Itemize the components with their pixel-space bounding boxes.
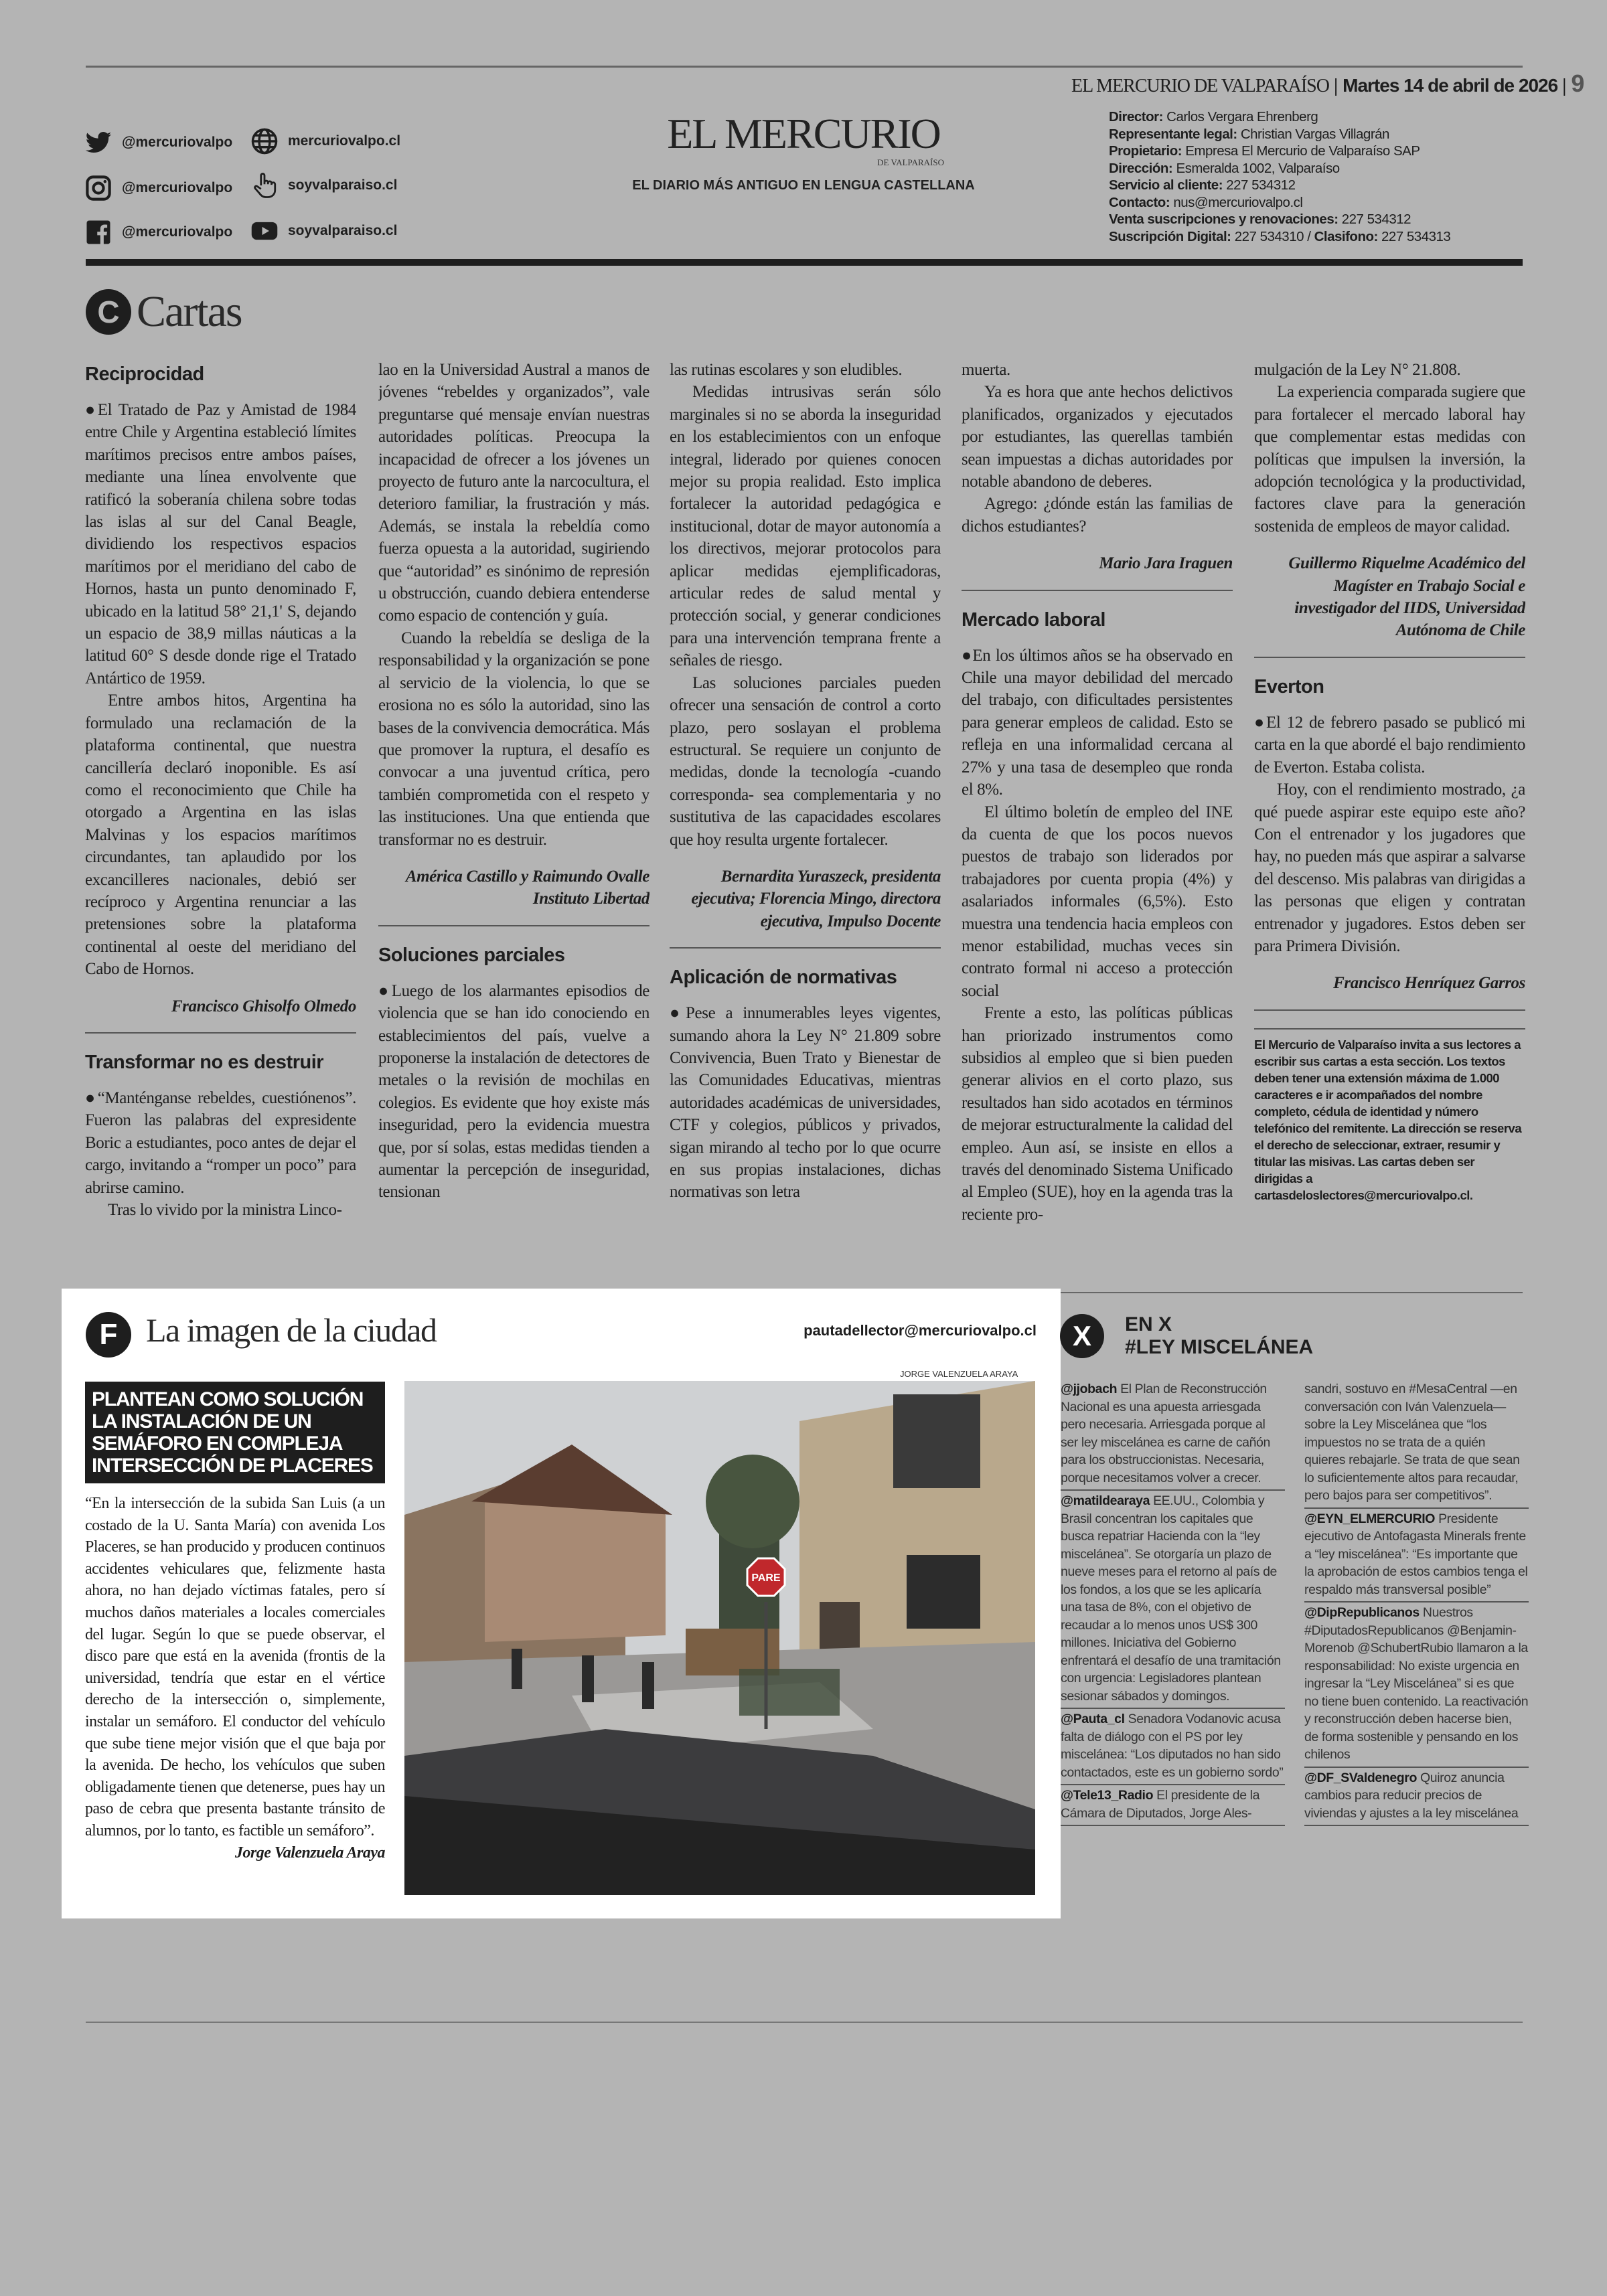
tweet-handle-link[interactable]: @Tele13_Radio: [1061, 1788, 1154, 1803]
tweet: [1304, 1379, 1529, 1509]
staff-value: Christian Vargas Villagrán: [1237, 126, 1389, 142]
en-x-title: [1125, 1313, 1313, 1359]
letter-paragraph: Tras lo vivido por la ministra Linco-: [108, 1201, 342, 1219]
section-title: Cartas: [137, 287, 242, 336]
social-label: soyvalparaiso.cl: [288, 177, 398, 193]
tweet-handle-link[interactable]: @DF_SValdenegro: [1304, 1770, 1417, 1785]
tweet-handle-link[interactable]: @DipRepublicanos: [1304, 1605, 1420, 1620]
tweet-handle-link[interactable]: @EYN_ELMERCURIO: [1304, 1511, 1436, 1526]
staff-value: nus@mercuriovalpo.cl: [1170, 194, 1303, 210]
letters-column-4: [962, 359, 1233, 1283]
letter-paragraph: muerta.: [962, 361, 1010, 379]
staff-line: [1109, 228, 1450, 246]
letter-paragraph: lao en la Universidad Austral a manos de jóvenes “rebeldes y organizados”, vale preguntarse qué mensaje envían nuestras autoridades políticas. Preocupa la incapacidad de ofrecer a los jóvenes un proyecto de futuro ante la narcocultura, el deterioro familiar, la frustración y más. Además, se instala la rebeldía como fuerza opuesta a la autoridad, sugiriendo que “autoridad” es sinónimo de represión u obstrucción, cuando debiera entenderse como espacio de contención y guía.: [378, 361, 649, 625]
staff-label: Servicio al cliente:: [1109, 177, 1223, 193]
city-image-story: [85, 1382, 385, 1864]
letter-paragraph: La experiencia comparada sugiere que para fortalecer el mercado laboral hay que complementar estas medidas con políticas que impulsen la inversión, la adopción tecnológica y la productividad, factores clave para la generación sostenida de empleos de mayor calidad.: [1254, 383, 1525, 536]
city-image-quote: [85, 1493, 385, 1864]
social-facebook[interactable]: [84, 218, 232, 246]
staff-label: Representante legal:: [1109, 126, 1237, 142]
tweet-handle-link[interactable]: @jjobach: [1061, 1382, 1118, 1396]
social-label: @mercuriovalpo: [122, 180, 233, 195]
letter-signature: Bernardita Yuraszeck, presidenta ejecutiva; Florencia Mingo, directora ejecutiva, Impulso Docente: [670, 866, 941, 949]
staff-line: [1109, 143, 1450, 160]
tweet: [1061, 1785, 1285, 1826]
instagram-icon: [84, 174, 112, 202]
letter-heading: Transformar no es destruir: [85, 1051, 324, 1073]
letter-paragraph: Medidas intrusivas serán sólo marginales si no se aborda la inseguridad en los establecimientos con un enfoque integral, liderado por quienes conocen mejor su propia realidad. Esto implica fortalecer la autoridad pedagógica e institucional, dotar de mayor autonomía a los directivos, mejorar protocolos para aplicar medidas ejemplificadoras, articular redes de salud mental y protección social, y generar condiciones para una intervención temprana frente a señales de riesgo.: [670, 383, 941, 670]
dateline: EL MERCURIO DE VALPARAÍSO | Martes 14 de abril de 2026 | 9: [1071, 70, 1585, 97]
letter-paragraph: mulgación de la Ley N° 21.808.: [1254, 361, 1461, 379]
tweet-text: sandri, sostuvo en #MesaCentral —en conversación con Iván Valenzuela— sobre la Ley Miscelánea que “los impuestos no se trata de a quién quieres rebajarle. Se trata de que sean lo suficientemente altos para recaudar, pero bajos para ser competitivos”.: [1304, 1382, 1520, 1503]
quote-text: “En la intersección de la subida San Luis (a un costado de la U. Santa María) con avenida Los Placeres, se han producido y producen continuos accidentes vehiculares que, felizmente hasta ahora, no han dejado víctimas fatales, pero sí muchos daños materiales a locales comerciales del lugar. Según lo que se puede observar, el disco pare que está en la avenida (frontis de la universidad, tendría que estar en el vértice derecho de la intersección o, simplemente, instalar un semáforo. El conductor del vehículo que sube tiene mejor visión que el que baja por la avenida. De hecho, los vehículos que suben obligadamente tienen que detenerse, pues hay un paso de cebra que presenta bastante tránsito de alumnos, por lo tanto, es factible un semáforo”.: [85, 1495, 385, 1839]
bottom-rule: [86, 2022, 1523, 2023]
city-image-email-link[interactable]: pautadellector@mercuriovalpo.cl: [804, 1322, 1037, 1339]
city-image-title: La imagen de la ciudad: [146, 1311, 437, 1349]
letter-heading: Reciprocidad: [85, 363, 204, 385]
letter-paragraph: ●“Manténganse rebeldes, cuestiónenos”. Fueron las palabras del expresidente Boric a estudiantes, poco antes de dejar el cargo, invitando a “romper un poco” para abrirse camino.: [85, 1088, 356, 1197]
tweet: [1061, 1379, 1285, 1491]
tweet-handle-link[interactable]: @Pauta_cl: [1061, 1712, 1125, 1726]
staff-line: [1109, 211, 1450, 228]
letter-heading: Everton: [1254, 675, 1324, 698]
social-label: mercuriovalpo.cl: [288, 133, 401, 149]
staff-line: [1109, 160, 1450, 177]
tweet: [1304, 1509, 1529, 1603]
social-label: @mercuriovalpo: [122, 135, 233, 150]
staff-label: Suscripción Digital:: [1109, 228, 1231, 244]
letter-heading: Aplicación de normativas: [670, 967, 897, 989]
social-twitter[interactable]: [84, 129, 232, 157]
tweets-column-1: [1061, 1379, 1285, 1826]
hand-pointer-icon: [250, 171, 279, 199]
logo-sub: DE VALPARAÍSO: [877, 157, 944, 167]
tweet-text: Senadora Vodanovic acusa falta de diálogo con el PS por ley miscelánea: “Los diputados no han sido contactados, este es un gobierno sordo”: [1061, 1712, 1284, 1780]
letter-signature: Guillermo Riquelme Académico del Magíster en Trabajo Social e investigador del IIDS, Universidad Autónoma de Chile: [1254, 552, 1525, 658]
social-website[interactable]: [250, 127, 400, 155]
globe-icon: [250, 127, 279, 155]
letters-column-1: [85, 359, 356, 1283]
letters-column-5: [1254, 359, 1525, 1283]
staff-box: [1109, 108, 1450, 245]
publication-name: EL MERCURIO DE VALPARAÍSO: [1071, 76, 1329, 96]
staff-value: Carlos Vergara Ehrenberg: [1162, 109, 1318, 125]
letter-paragraph: Agrego: ¿dónde están las familias de dichos estudiantes?: [962, 495, 1233, 536]
tweet-text: El Plan de Reconstrucción Nacional es una apuesta arriesgada pero necesaria. Arriesgada porque al ser ley miscelánea es carne de cañón para los obstruccionistas. Necesaria, porque necesitamos volver a crecer.: [1061, 1382, 1270, 1485]
staff-value: 227 534313: [1377, 228, 1451, 244]
letter-paragraph: ●En los últimos años se ha observado en Chile una mayor debilidad del mercado del trabajo, con dificultades persistentes para generar empleos de calidad. Esto se refleja en una informalidad cercana al 27% y una tasa de desempleo que ronda el 8%.: [962, 646, 1233, 799]
staff-value: 227 534312: [1338, 212, 1411, 227]
submission-notice: El Mercurio de Valparaíso invita a sus lectores a escribir sus cartas a esta sección. Los textos deben tener una extensión máxima de 1.000 caracteres e ir acompañados del nombre completo, cédula de identidad y número telefónico del remitente. La dirección se reserva el derecho de seleccionar, extraer, resumir y titular las misivas. Las cartas deben ser dirigidas a cartasdeloslectores@mercuriovalpo.cl.: [1254, 1028, 1525, 1204]
social-label: soyvalparaiso.cl: [288, 223, 398, 238]
staff-value: Empresa El Mercurio de Valparaíso SAP: [1182, 143, 1420, 159]
staff-line: [1109, 194, 1450, 212]
letter-paragraph: Hoy, con el rendimiento mostrado, ¿a qué puede aspirar este equipo este año? Con el entrenador y los jugadores que hay, no pueden más que aspirar a salvarse del descenso. Mis palabras van dirigidas a las personas que eligen y contratan entrenador y jugadores. Estos deben ser para Primera División.: [1254, 781, 1525, 955]
letter-paragraph: ●Pese a innumerables leyes vigentes, sumando ahora la Ley N° 21.809 sobre Convivencia, Buen Trato y Bienestar de las Comunidades Educativas, mientras autoridades académicas de universidades, CTF y colegios, públicos y privados, sigan mirando al techo por lo que ocurre en sus propias instalaciones, dichas normativas son letra: [670, 1004, 941, 1202]
social-instagram[interactable]: [84, 174, 232, 202]
tweet-text: Nuestros #DiputadosRepublicanos @Benjamin-Morenob @SchubertRubio llamaron a la responsabilidad: No existe urgencia en ingresar la “Ley Miscelánea” si es que no tiene buen contenido. La reactivación y reconstrucción deben hacerse bien, de forma sostenible y pensando en los chilenos: [1304, 1605, 1529, 1762]
letter-signature: Mario Jara Iraguen: [962, 552, 1233, 590]
staff-label: Director:: [1109, 109, 1163, 125]
staff-label: Contacto:: [1109, 194, 1170, 210]
letter-signature: América Castillo y Raimundo Ovalle Instituto Libertad: [378, 866, 649, 926]
section-letter-icon: C: [86, 289, 131, 335]
staff-value: Esmeralda 1002, Valparaíso: [1172, 160, 1340, 176]
tweet-handle-link[interactable]: @matildearaya: [1061, 1493, 1150, 1508]
letter-paragraph: ●El 12 de febrero pasado se publicó mi carta en la que abordé el bajo rendimiento de Everton. Estaba colista.: [1254, 713, 1525, 776]
letter-paragraph: Las soluciones parciales pueden ofrecer una sensación de control a corto plazo, pero soslayan el problema estructural. Se requiere un conjunto de medidas, donde la tecnología -cuando corresponda- sea complementaria y no sustitutiva de las capacidades escolares que hoy resulta urgente fortalecer.: [670, 673, 941, 849]
staff-line: [1109, 177, 1450, 194]
stop-sign-text: PARE: [751, 1572, 781, 1584]
letter-signature: Francisco Ghisolfo Olmedo: [85, 995, 356, 1034]
issue-date: Martes 14 de abril de 2026: [1343, 75, 1558, 96]
social-soyvalparaiso[interactable]: [250, 171, 397, 199]
letter-paragraph: las rutinas escolares y son eludibles.: [670, 361, 903, 379]
staff-value: 227 534312: [1223, 177, 1296, 193]
tweet: [1061, 1709, 1285, 1785]
intersection-photo: [404, 1381, 1035, 1895]
tweet-text: Presidente ejecutivo de Antofagasta Minerals frente a “ley miscelánea”: “Es importante que la aprobación de estos cambios tenga el respaldo más transversal posible”: [1304, 1511, 1528, 1597]
social-label: @mercuriovalpo: [122, 224, 233, 240]
letters-column-3: [670, 359, 941, 1283]
letter-paragraph: El último boletín de empleo del INE da cuenta de que los pocos nuevos puestos de trabajo son liderados por trabajadores por cuenta propia (4%) y asalariados informales (6,5%). Esto muestra una tendencia hacia empleos con menor estabilidad, muchas veces sin contrato formal ni acceso a protección social: [962, 803, 1233, 1000]
letters-column-2: [378, 359, 649, 1283]
city-image-letter-icon: F: [86, 1312, 131, 1358]
section-header: [86, 286, 242, 337]
facebook-icon: [84, 218, 112, 246]
youtube-icon: [250, 217, 279, 245]
staff-label: Dirección:: [1109, 160, 1173, 176]
tweet-text: El presidente de la Cámara de Diputados, Jorge Ales-: [1061, 1788, 1260, 1821]
en-x-hashtag: #LEY MISCELÁNEA: [1125, 1336, 1314, 1358]
tweet-text: EE.UU., Colombia y Brasil concentran los capitales que busca repatriar Hacienda con la “ley miscelánea”. Se otorgaría un plazo de nueve meses para el retorno al país de los fondos, a los que se les aplicaría una tasa de 8%, con el objetivo de recaudar a lo menos unos US$ 300 millones. Iniciativa del Gobierno enfrentará el desafío de una tramitación con urgencia: Legisladores plantean sesionar sábados y domingos.: [1061, 1493, 1281, 1704]
logo-name: EL MERCURIO: [667, 110, 940, 157]
tweet: [1304, 1603, 1529, 1768]
staff-label: Propietario:: [1109, 143, 1182, 159]
masthead-rule: [86, 259, 1523, 266]
social-youtube[interactable]: [250, 217, 397, 245]
x-logo-icon: X: [1060, 1314, 1104, 1358]
letter-signature: Francisco Henríquez Garros: [1254, 972, 1525, 1010]
letter-paragraph: Frente a esto, las políticas públicas han priorizado instrumentos como subsidios al empleo que si bien pueden generar alivios en el corto plazo, sus resultados han sido acotados en términos de mejorar estructuralmente la calidad del empleo. Aun así, se insiste en ellos a través del denominado Sistema Unificado al Empleo (SUE), hoy en la agenda tras la reciente pro-: [962, 1004, 1233, 1224]
city-image-headline: PLANTEAN COMO SOLUCIÓN LA INSTALACIÓN DE UN SEMÁFORO EN COMPLEJA INTERSECCIÓN DE PLACERES: [85, 1382, 385, 1483]
top-rule: [86, 66, 1523, 68]
tweet: [1304, 1768, 1529, 1827]
en-x-title-line1: EN X: [1125, 1313, 1172, 1335]
staff-label: Clasifono:: [1314, 228, 1378, 244]
letter-paragraph: Ya es hora que ante hechos delictivos planificados, organizados y ejecutados por estudiantes, las querellas también sean impuestas a dichas autoridades por notable abandono de deberes.: [962, 383, 1233, 491]
masthead-logo: [603, 112, 1004, 193]
letter-paragraph: Cuando la rebeldía se desliga de la responsabilidad y la organización se pone al servicio de la violencia, lo que se erosiona no es sólo la autoridad, sino las bases de la convivencia democrática. Más que promover la ruptura, el desafío es convocar a una juventud crítica, pero también comprometida con el respeto y las instituciones. Una que entienda que transformar no es destruir.: [378, 629, 649, 849]
photo-credit: JORGE VALENZUELA ARAYA: [900, 1369, 1018, 1379]
staff-line: [1109, 126, 1450, 143]
tweets-column-2: [1304, 1379, 1529, 1826]
staff-label: Venta suscripciones y renovaciones:: [1109, 212, 1338, 227]
letter-heading: Mercado laboral: [962, 608, 1105, 631]
letter-paragraph: Entre ambos hitos, Argentina ha formulado una reclamación de la plataforma continental, que nuestra cancillería declaró inoponible. Es así como el reconocimiento que Chile ha otorgado a Argentina en las islas Malvinas y los espacios marítimos circundantes, tan aplaudido por los excancilleres nacionales, debió ser recíproco y Argentina renunciar a las pretensiones sobre la plataforma continental al oeste del meridiano del Cabo de Hornos.: [85, 691, 356, 979]
staff-value: 227 534310 /: [1231, 228, 1314, 244]
letter-paragraph: ●Luego de los alarmantes episodios de violencia que se han ido conociendo en establecimientos del país, vuelve a proponerse la instalación de detectores de metales o la revisión de mochilas en colegios. Es evidente que hoy existe más inseguridad, pero la evidencia muestra que, por sí solas, estas medidas tienden a aumentar la percepción de inseguridad, tensionan: [378, 981, 649, 1202]
twitter-icon: [84, 129, 112, 157]
logo-tagline: EL DIARIO MÁS ANTIGUO EN LENGUA CASTELLANA: [632, 178, 975, 193]
quote-author: Jorge Valenzuela Araya: [234, 1843, 385, 1862]
page-number: 9: [1571, 70, 1585, 97]
staff-line: [1109, 108, 1450, 126]
tweet: [1061, 1491, 1285, 1709]
letter-heading: Soluciones parciales: [378, 944, 565, 966]
tweet-text: Quiroz anuncia cambios para reducir precios de viviendas y ajustes a la ley miscelánea: [1304, 1770, 1519, 1821]
letter-paragraph: ●El Tratado de Paz y Amistad de 1984 entre Chile y Argentina estableció límites marítimos precisos entre ambos países, mediante una línea envolvente que ratificó la soberanía chilena sobre todas las islas al sur del Canal Beagle, dividiendo los respectivos espacios marítimos por el meridiano del cabo de Hornos, hasta un punto denominado F, ubicado en la latitud 58° 21,1' S, dejando un espacio de 38,9 millas náuticas a la latitud 60° S desde donde rige el Tratado Antártico de 1959.: [85, 401, 356, 687]
